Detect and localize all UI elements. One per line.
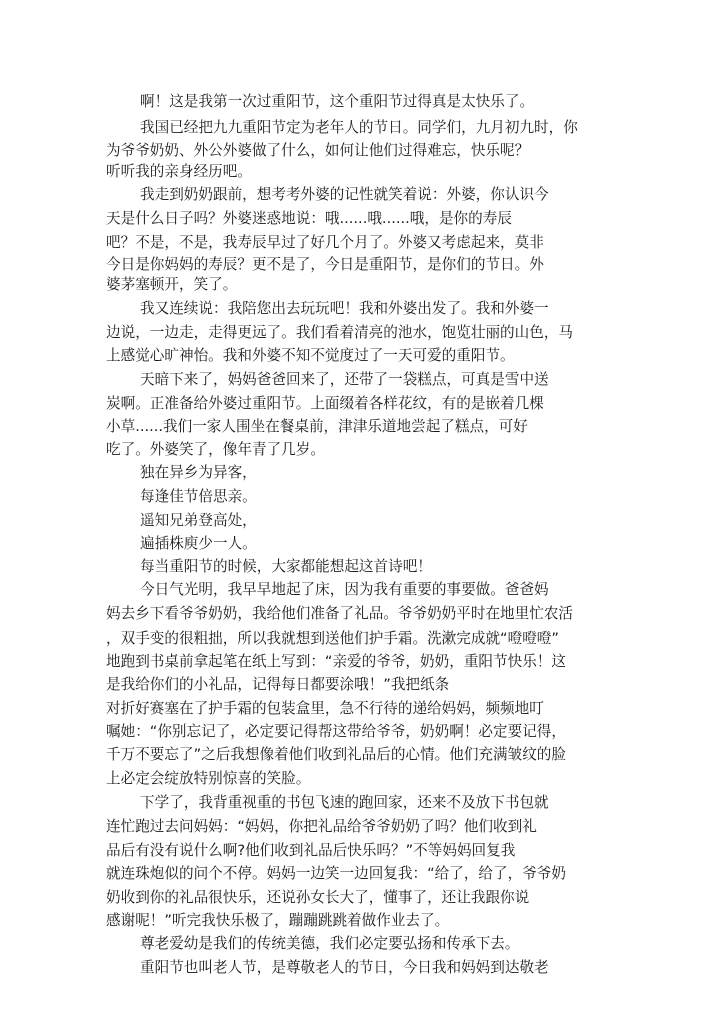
text-line: 嘱她：“你别忘记了，必定要记得帮这带给爷爷，奶奶啊！必定要记得， xyxy=(106,723,566,740)
text-line: 我国已经把九九重阳节定为老年人的节日。同学们，九月初九时，你 xyxy=(140,119,578,136)
text-line: 小草......我们一家人围坐在餐桌前，津津乐道地尝起了糕点，可好 xyxy=(106,418,528,435)
text-line: 炭啊。正准备给外婆过重阳节。上面缀着各样花纹，有的是嵌着几棵 xyxy=(106,395,544,412)
text-line: 天是什么日子吗？外婆迷惑地说：哦......哦......哦，是你的寿辰 xyxy=(106,210,512,227)
text-line: 上必定会绽放特别惊喜的笑脸。 xyxy=(106,770,311,787)
text-line: 下学了，我背重视重的书包飞速的跑回家，还来不及放下书包就 xyxy=(140,794,549,811)
text-line: 我走到奶奶跟前，想考考外婆的记性就笑着说：外婆，你认识今 xyxy=(140,186,549,203)
text-line: 奶收到你的礼品很快乐，还说孙女长大了，懂事了，还让我跟你说 xyxy=(106,889,530,906)
poem-line: 遥知兄弟登高处， xyxy=(140,512,257,529)
poem-line: 每逢佳节倍思亲。 xyxy=(140,488,257,505)
text-line: 重阳节也叫老人节，是尊敬老人的节日，今日我和妈妈到达敬老 xyxy=(140,959,549,976)
text-line: 啊！这是我第一次过重阳节，这个重阳节过得真是太快乐了。 xyxy=(140,93,535,110)
text-line: 吃了。外婆笑了，像年青了几岁。 xyxy=(106,441,325,458)
text-line: 连忙跑过去问妈妈：“妈妈，你把礼品给爷爷奶奶了吗？他们收到礼 xyxy=(106,818,537,835)
text-line: 感谢呢！”听完我快乐极了，蹦蹦跳跳着做作业去了。 xyxy=(106,912,450,929)
text-line: ，双手变的很粗拙，所以我就想到送他们护手霜。洗漱完成就“噔噔噔” xyxy=(106,630,559,647)
text-line: 为爷爷奶奶、外公外婆做了什么，如何让他们过得难忘，快乐呢？ xyxy=(106,142,530,159)
text-line: 听听我的亲身经历吧。 xyxy=(106,163,252,180)
poem-line: 独在异乡为异客， xyxy=(140,464,257,481)
text-line: 天暗下来了，妈妈爸爸回来了，还带了一袋糕点，可真是雪中送 xyxy=(140,371,549,388)
text-line: 千万不要忘了”之后我想像着他们收到礼品后的心情。他们充满皱纹的脸 xyxy=(106,746,566,763)
text-line: 是我给你们的小礼品，记得每日都要涂哦！”我把纸条 xyxy=(106,676,450,693)
text-line: 今日气光明，我早早地起了床，因为我有重要的事要做。爸爸妈 xyxy=(140,581,549,598)
text-line: 边说，一边走，走得更远了。我们看着清亮的池水，饱览壮丽的山色，马 xyxy=(106,324,574,341)
text-line: 尊老爱幼是我们的传统美德，我们必定要弘扬和传承下去。 xyxy=(140,935,520,952)
text-line: 上感觉心旷神怡。我和外婆不知不觉度过了一天可爱的重阳节。 xyxy=(106,347,515,364)
poem-line: 遍插株庾少一人。 xyxy=(140,535,257,552)
text-line: 每当重阳节的时候，大家都能想起这首诗吧！ xyxy=(140,558,432,575)
text-line: 品后有没有说什么啊?他们收到礼品后快乐吗？”不等妈妈回复我 xyxy=(106,842,516,859)
text-line: 就连珠炮似的问个不停。妈妈一边笑一边回复我：“给了，给了，爷爷奶 xyxy=(106,865,566,882)
text-line: 我又连续说：我陪您出去玩玩吧！我和外婆出发了。我和外婆一 xyxy=(140,300,549,317)
text-line: 婆茅塞顿开，笑了。 xyxy=(106,276,238,293)
text-line: 今日是你妈妈的寿辰？更不是了，今日是重阳节，是你们的节日。外 xyxy=(106,256,544,273)
text-line: 妈去乡下看爷爷奶奶，我给他们准备了礼品。爷爷奶奶平时在地里忙农活 xyxy=(106,605,574,622)
text-line: 对折好赛塞在了护手霜的包装盒里，急不行待的递给妈妈，频频地叮 xyxy=(106,700,544,717)
text-line: 吧？不是，不是，我寿辰早过了好几个月了。外婆又考虑起来，莫非 xyxy=(106,234,544,251)
text-line: 地跑到书桌前拿起笔在纸上写到：“亲爱的爷爷，奶奶，重阳节快乐！这 xyxy=(106,653,566,670)
